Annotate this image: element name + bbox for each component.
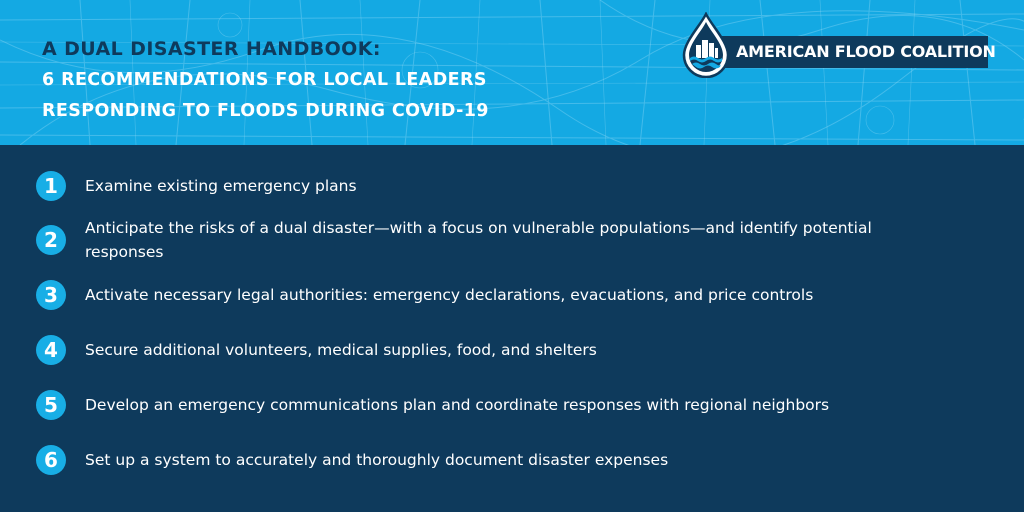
recommendation-item: [36, 445, 936, 475]
recommendation-text: Anticipate the risks of a dual disaster—with a focus on vulnerable populations—and identify potential responses: [85, 219, 872, 261]
title-line-2: 6 RECOMMENDATIONS FOR LOCAL LEADERS: [42, 70, 487, 90]
title-line-3: RESPONDING TO FLOODS DURING COVID-19: [42, 101, 489, 121]
recommendation-text: Activate necessary legal authorities: emergency declarations, evacuations, and price controls: [85, 286, 814, 304]
number-badge: 3: [36, 280, 66, 310]
recommendation-text: Set up a system to accurately and thoroughly document disaster expenses: [85, 451, 669, 469]
number-badge: 5: [36, 390, 66, 420]
recommendation-item: [36, 280, 936, 310]
title-line-1: A DUAL DISASTER HANDBOOK:: [42, 38, 381, 60]
number-badge: 4: [36, 335, 66, 365]
recommendation-item: [36, 171, 936, 201]
recommendation-text: Secure additional volunteers, medical supplies, food, and shelters: [85, 341, 597, 359]
logo-text: AMERICAN FLOOD COALITION: [720, 36, 988, 68]
header-banner: [0, 0, 1024, 145]
american-flood-coalition-logo: [680, 12, 996, 78]
header-title: [42, 38, 489, 131]
recommendation-text: Examine existing emergency plans: [85, 177, 357, 195]
recommendation-item: [36, 390, 936, 420]
number-badge: 6: [36, 445, 66, 475]
number-badge: 2: [36, 225, 66, 255]
recommendation-item: [36, 216, 936, 264]
number-badge: 1: [36, 171, 66, 201]
recommendation-item: [36, 335, 936, 365]
recommendation-list: [0, 145, 1024, 512]
water-drop-city-icon: [680, 12, 732, 78]
recommendation-text: Develop an emergency communications plan and coordinate responses with regional neighbors: [85, 396, 830, 414]
